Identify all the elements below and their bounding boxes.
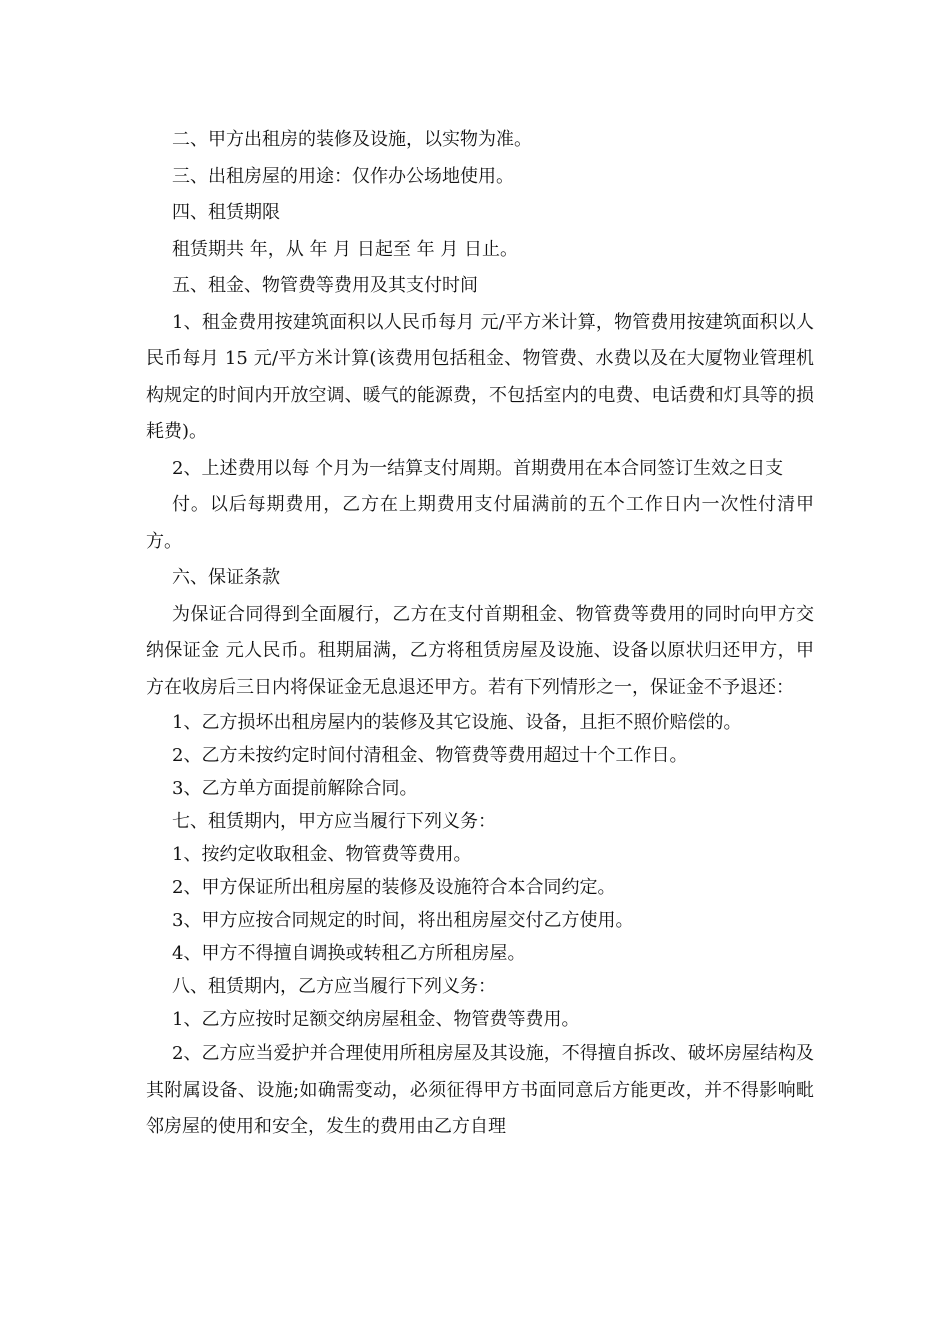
deposit-text: 为保证合同得到全面履行，乙方在支付首期租金、物管费等费用的同时向甲方交纳保证金 元人民币。租期届满，乙方将租赁房屋及设施、设备以原状归还甲方，甲方在收房后三日内将保证金无息退还甲方。若有下列情形之一，保证金不予退还： bbox=[146, 603, 814, 698]
party-a-duty-4: 4、甲方不得擅自调换或转租乙方所租房屋。 bbox=[172, 943, 526, 964]
lease-term-text: 租赁期共 年，从 年 月 日起至 年 月 日止。 bbox=[172, 238, 519, 260]
clause-2-decoration: 二、甲方出租房的装修及设施，以实物为准。 bbox=[172, 129, 532, 150]
clause-5-heading: 五、租金、物管费等费用及其支付时间 bbox=[172, 275, 478, 296]
party-a-duty-3: 3、甲方应按合同规定的时间，将出租房屋交付乙方使用。 bbox=[172, 910, 634, 931]
clause-7-heading: 七、租赁期内，甲方应当履行下列义务： bbox=[172, 811, 496, 832]
party-b-duty-2: 2、乙方应当爱护并合理使用所租房屋及其设施，不得擅自拆改、破坏房屋结构及其附属设备、设施;如确需变动，必须征得甲方书面同意后方能更改，并不得影响毗邻房屋的使用和安全，发生的费用由乙方自理 bbox=[146, 1043, 814, 1137]
clause-6-heading: 六、保证条款 bbox=[172, 567, 280, 588]
payment-cycle-text: 2、上述费用以每 个月为一结算支付周期。首期费用在本合同签订生效之日支 bbox=[172, 457, 784, 479]
deposit-condition-2: 2、乙方未按约定时间付清租金、物管费等费用超过十个工作日。 bbox=[172, 745, 688, 766]
payment-cycle-continued: 付。以后每期费用，乙方在上期费用支付届满前的五个工作日内一次性付清甲方。 bbox=[146, 494, 814, 552]
clause-4-heading: 四、租赁期限 bbox=[172, 202, 280, 223]
party-a-duty-1: 1、按约定收取租金、物管费等费用。 bbox=[172, 844, 472, 865]
deposit-condition-1: 1、乙方损坏出租房屋内的装修及其它设施、设备，且拒不照价赔偿的。 bbox=[172, 712, 742, 733]
clause-8-heading: 八、租赁期内，乙方应当履行下列义务： bbox=[172, 976, 496, 997]
document-body bbox=[146, 122, 814, 1146]
party-a-duty-2: 2、甲方保证所出租房屋的装修及设施符合本合同约定。 bbox=[172, 877, 616, 898]
party-b-duty-1: 1、乙方应按时足额交纳房屋租金、物管费等费用。 bbox=[172, 1009, 580, 1030]
deposit-condition-3: 3、乙方单方面提前解除合同。 bbox=[172, 778, 418, 799]
clause-3-usage: 三、出租房屋的用途：仅作办公场地使用。 bbox=[172, 165, 514, 187]
rent-calculation-text: 1、租金费用按建筑面积以人民币每月 元/平方米计算，物管费用按建筑面积以人民币每月 15 元/平方米计算(该费用包括租金、物管费、水费以及在大厦物业管理机构规定的时间内开放空调、暖气的能源费，不包括室内的电费、电话费和灯具等的损耗费)。 bbox=[146, 311, 814, 442]
